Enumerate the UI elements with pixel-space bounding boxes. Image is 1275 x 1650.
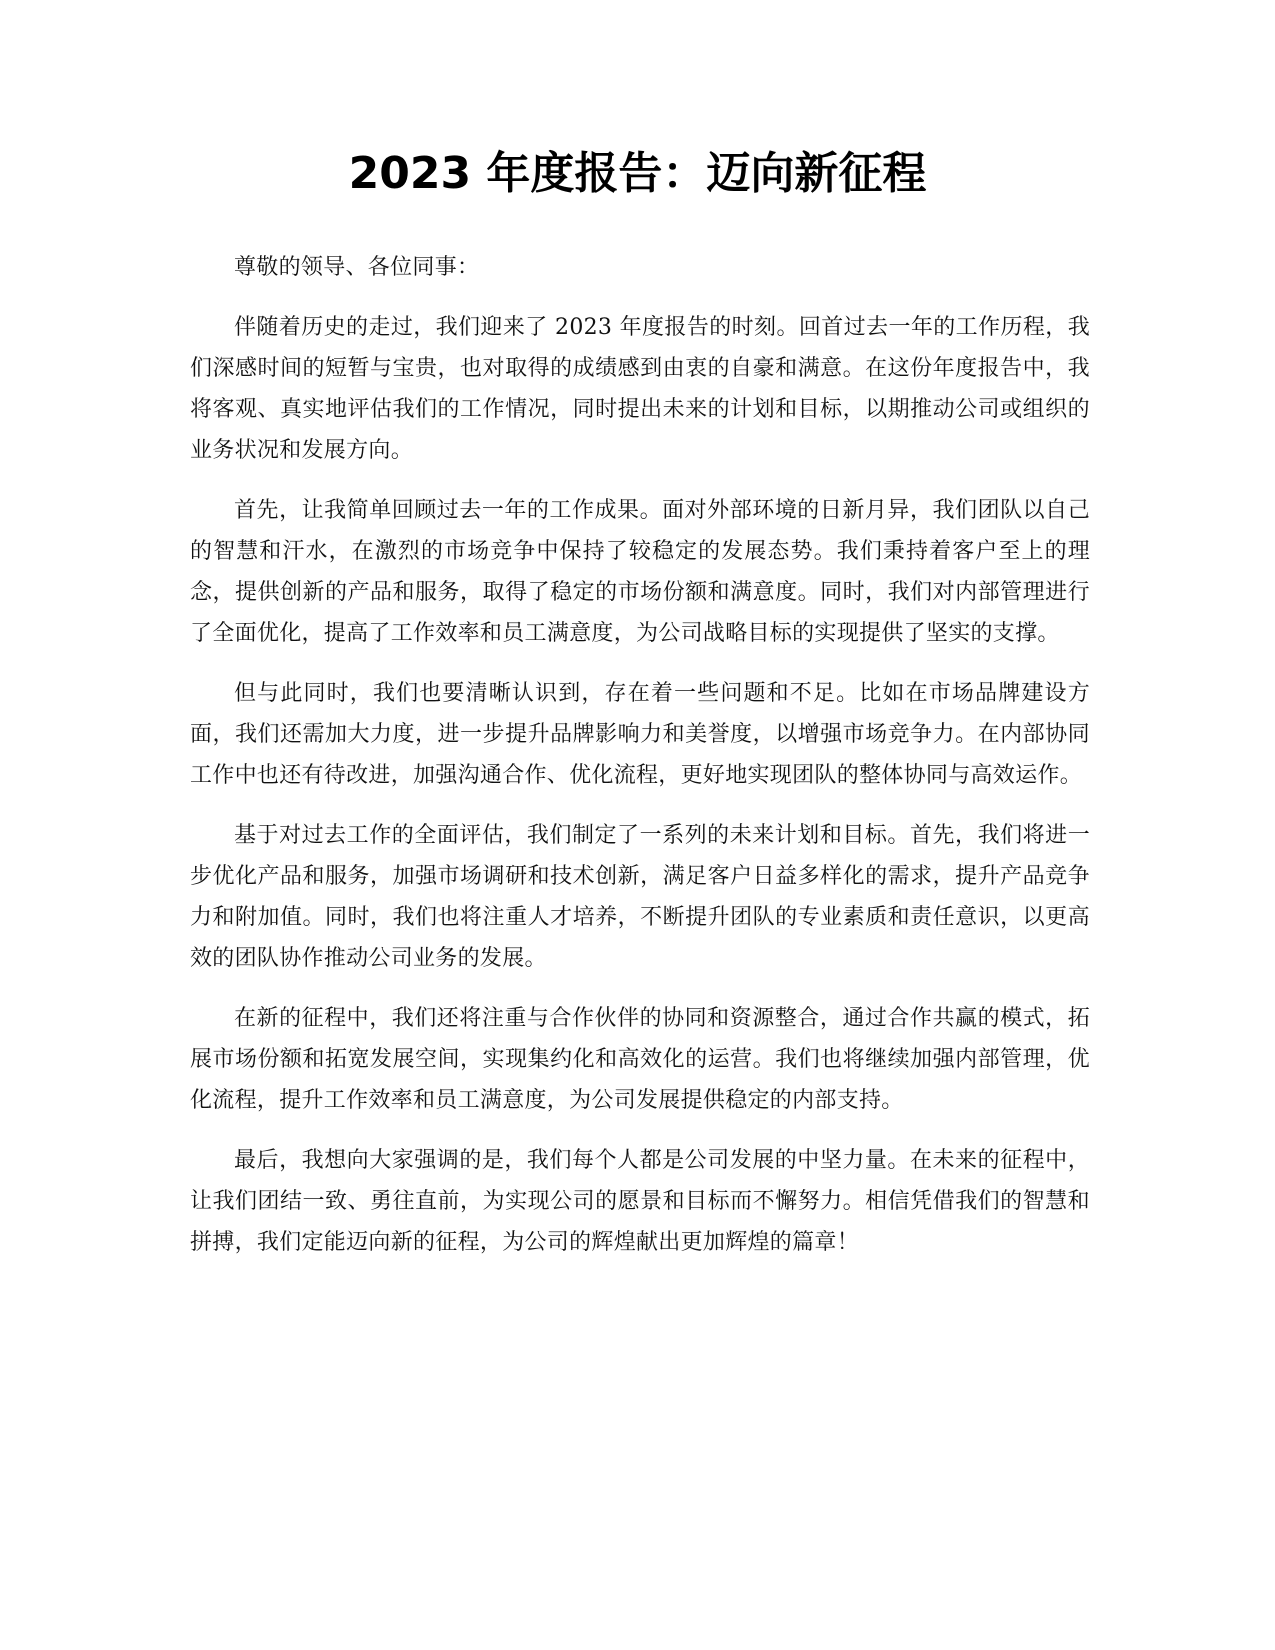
salutation: 尊敬的领导、各位同事：	[234, 255, 480, 280]
document-body	[190, 247, 1090, 1282]
paragraph: 但与此同时，我们也要清晰认识到，存在着一些问题和不足。比如在市场品牌建设方面，我们还需加大力度，进一步提升品牌影响力和美誉度，以增强市场竞争力。在内部协同工作中也还有待改进，加强沟通合作、优化流程，更好地实现团队的整体协同与高效运作。	[190, 681, 1090, 788]
document-title: 2023 年度报告：迈向新征程	[348, 148, 927, 199]
paragraph: 首先，让我简单回顾过去一年的工作成果。面对外部环境的日新月异，我们团队以自己的智慧和汗水，在激烈的市场竞争中保持了较稳定的发展态势。我们秉持着客户至上的理念，提供创新的产品和服务，取得了稳定的市场份额和满意度。同时，我们对内部管理进行了全面优化，提高了工作效率和员工满意度，为公司战略目标的实现提供了坚实的支撑。	[190, 498, 1090, 646]
paragraph: 伴随着历史的走过，我们迎来了 2023 年度报告的时刻。回首过去一年的工作历程，我们深感时间的短暂与宝贵，也对取得的成绩感到由衷的自豪和满意。在这份年度报告中，我将客观、真实地评估我们的工作情况，同时提出未来的计划和目标，以期推动公司或组织的业务状况和发展方向。	[190, 315, 1090, 463]
paragraph: 基于对过去工作的全面评估，我们制定了一系列的未来计划和目标。首先，我们将进一步优化产品和服务，加强市场调研和技术创新，满足客户日益多样化的需求，提升产品竞争力和附加值。同时，我们也将注重人才培养，不断提升团队的专业素质和责任意识，以更高效的团队协作推动公司业务的发展。	[190, 823, 1090, 971]
paragraph: 在新的征程中，我们还将注重与合作伙伴的协同和资源整合，通过合作共赢的模式，拓展市场份额和拓宽发展空间，实现集约化和高效化的运营。我们也将继续加强内部管理，优化流程，提升工作效率和员工满意度，为公司发展提供稳定的内部支持。	[190, 1006, 1090, 1113]
paragraph: 最后，我想向大家强调的是，我们每个人都是公司发展的中坚力量。在未来的征程中，让我们团结一致、勇往直前，为实现公司的愿景和目标而不懈努力。相信凭借我们的智慧和拼搏，我们定能迈向新的征程，为公司的辉煌献出更加辉煌的篇章！	[190, 1148, 1090, 1255]
